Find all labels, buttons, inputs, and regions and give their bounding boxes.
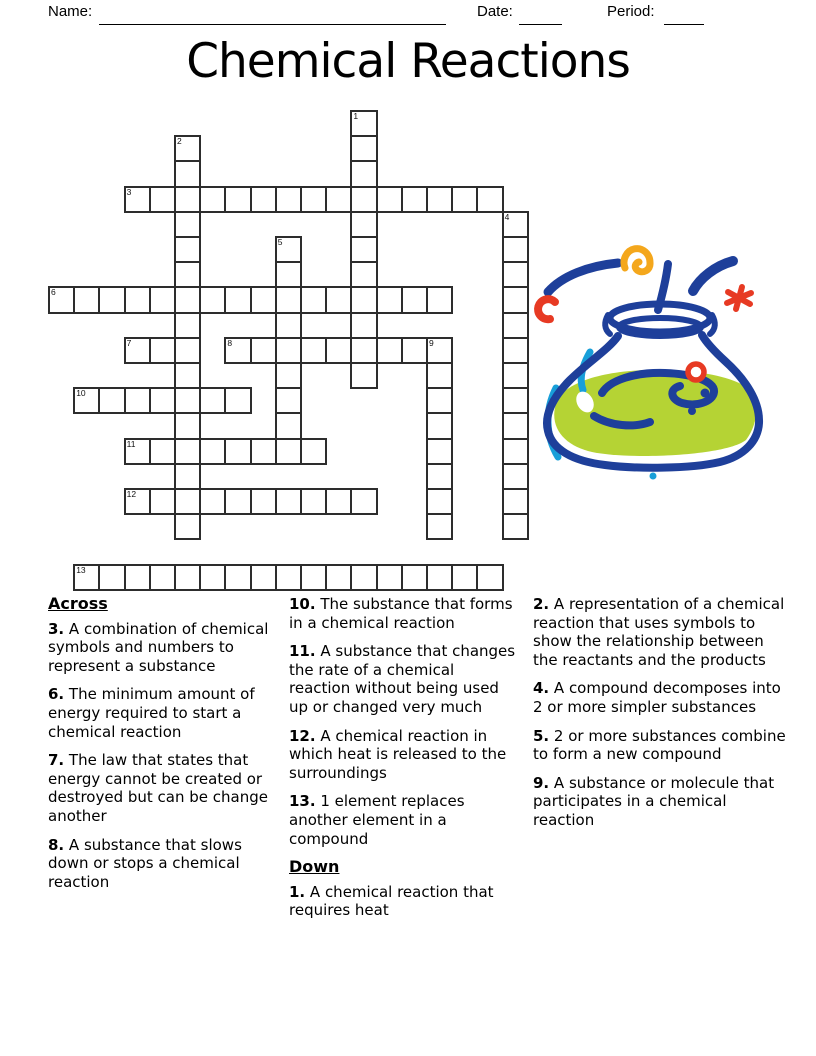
grid-cell[interactable] xyxy=(376,337,403,364)
grid-clue-number: 5 xyxy=(277,237,283,247)
clue-11-across: 11. A substance that changes the rate of a chemical reaction without being used up or changed very much xyxy=(289,642,516,716)
grid-clue-number: 10 xyxy=(76,388,86,399)
grid-cell[interactable] xyxy=(149,438,176,465)
grid-cell[interactable] xyxy=(350,488,377,515)
grid-cell[interactable] xyxy=(325,564,352,591)
clue-12-across: 12. A chemical reaction in which heat is released to the surroundings xyxy=(289,726,507,782)
grid-cell[interactable] xyxy=(174,312,201,339)
grid-cell[interactable] xyxy=(174,438,201,465)
liquid-dot xyxy=(688,407,696,415)
grid-cell[interactable] xyxy=(350,135,377,162)
grid-cell[interactable] xyxy=(250,337,277,364)
grid-cell[interactable] xyxy=(174,135,201,162)
grid-cell[interactable] xyxy=(502,337,529,364)
grid-clue-number: 11 xyxy=(126,438,136,449)
grid-cell[interactable] xyxy=(275,186,302,213)
name-label: Name: xyxy=(48,3,93,20)
clue-number: 1. xyxy=(289,882,306,901)
grid-cell[interactable] xyxy=(174,387,201,414)
grid-cell[interactable] xyxy=(300,186,327,213)
grid-cell[interactable] xyxy=(426,564,453,591)
grid-cell[interactable] xyxy=(300,438,327,465)
clue-10-across: 10. The substance that forms in a chemical reaction xyxy=(289,595,513,632)
grid-cell[interactable] xyxy=(124,564,151,591)
grid-cell[interactable] xyxy=(275,412,302,439)
grid-cell[interactable] xyxy=(502,261,529,288)
date-blank-line[interactable] xyxy=(519,5,562,25)
clue-number: 13. xyxy=(289,792,316,811)
clue-number: 4. xyxy=(533,679,550,698)
clue-8-across: 8. A substance that slows down or stops a chemical reaction xyxy=(48,835,242,891)
grid-cell[interactable] xyxy=(502,362,529,389)
grid-cell[interactable] xyxy=(73,387,100,414)
grid-cell[interactable] xyxy=(350,564,377,591)
grid-cell[interactable] xyxy=(174,463,201,490)
grid-cell[interactable] xyxy=(502,211,529,238)
grid-cell[interactable] xyxy=(325,286,352,313)
liquid-dot xyxy=(701,389,710,398)
red-ring-icon xyxy=(688,364,704,380)
grid-clue-number: 2 xyxy=(177,136,182,147)
clue-9-down: 9. A substance or molecule that participates in a chemical reaction xyxy=(533,773,775,829)
clue-number: 8. xyxy=(48,835,65,854)
grid-cell[interactable] xyxy=(224,286,251,313)
grid-cell[interactable] xyxy=(124,286,151,313)
across-heading: Across xyxy=(48,594,108,613)
grid-cell[interactable] xyxy=(275,286,302,313)
grid-clue-number: 7 xyxy=(126,337,132,348)
grid-cell[interactable] xyxy=(275,362,302,389)
grid-cell[interactable] xyxy=(73,564,100,591)
grid-cell[interactable] xyxy=(300,488,327,515)
grid-cell[interactable] xyxy=(48,286,75,313)
clue-1-down: 1. A chemical reaction that requires heat xyxy=(289,882,494,920)
grid-cell[interactable] xyxy=(451,564,478,591)
grid-cell[interactable] xyxy=(149,387,176,414)
grid-cell[interactable] xyxy=(174,337,201,364)
grid-cell[interactable] xyxy=(199,387,226,414)
grid-cell[interactable] xyxy=(275,261,302,288)
grid-cell[interactable] xyxy=(174,160,201,187)
grid-cell[interactable] xyxy=(300,286,327,313)
grid-cell[interactable] xyxy=(98,564,125,591)
star-icon xyxy=(727,287,751,309)
grid-cell[interactable] xyxy=(124,438,151,465)
grid-clue-number: 1 xyxy=(353,111,359,121)
clue-4-down: 4. A compound decomposes into 2 or more simpler substances xyxy=(533,679,781,716)
grid-cell[interactable] xyxy=(124,186,151,213)
grid-cell[interactable] xyxy=(502,463,529,490)
clues-column-1 xyxy=(48,595,274,901)
grid-clue-number: 9 xyxy=(429,337,434,348)
grid-cell[interactable] xyxy=(426,463,453,490)
grid-cell[interactable] xyxy=(502,286,529,313)
grid-cell[interactable] xyxy=(174,362,201,389)
grid-cell[interactable] xyxy=(174,564,201,591)
clue-2-down: 2. A representation of a chemical reaction that uses symbols to show the relationship between the reactants and the products xyxy=(533,595,785,669)
grid-cell[interactable] xyxy=(350,312,377,339)
grid-cell[interactable] xyxy=(174,186,201,213)
grid-cell[interactable] xyxy=(124,387,151,414)
grid-cell[interactable] xyxy=(426,186,453,213)
clue-number: 10. xyxy=(289,595,316,613)
grid-cell[interactable] xyxy=(149,286,176,313)
grid-cell[interactable] xyxy=(224,387,251,414)
clues-column-3 xyxy=(533,595,789,840)
grid-cell[interactable] xyxy=(174,261,201,288)
grid-cell[interactable] xyxy=(73,286,100,313)
period-label: Period: xyxy=(607,3,655,20)
grid-cell[interactable] xyxy=(174,236,201,263)
clue-13-across: 13. 1 element replaces another element in a compound xyxy=(289,792,465,848)
grid-cell[interactable] xyxy=(350,337,377,364)
spiral-icon xyxy=(624,249,650,272)
grid-cell[interactable] xyxy=(376,564,403,591)
period-blank-line[interactable] xyxy=(664,5,704,25)
grid-cell[interactable] xyxy=(224,186,251,213)
grid-cell[interactable] xyxy=(124,337,151,364)
grid-cell[interactable] xyxy=(124,488,151,515)
grid-cell[interactable] xyxy=(98,286,125,313)
grid-cell[interactable] xyxy=(149,186,176,213)
grid-cell[interactable] xyxy=(275,312,302,339)
splash-dot xyxy=(650,473,657,480)
grid-cell[interactable] xyxy=(174,412,201,439)
grid-cell[interactable] xyxy=(275,337,302,364)
grid-cell[interactable] xyxy=(401,337,428,364)
grid-cell[interactable] xyxy=(325,337,352,364)
grid-cell[interactable] xyxy=(502,236,529,263)
grid-cell[interactable] xyxy=(350,236,377,263)
grid-cell[interactable] xyxy=(300,564,327,591)
clue-number: 9. xyxy=(533,773,550,792)
grid-cell[interactable] xyxy=(350,286,377,313)
grid-cell[interactable] xyxy=(350,362,377,389)
clue-7-across: 7. The law that states that energy cannot be created or destroyed but can be change another xyxy=(48,751,268,825)
grid-cell[interactable] xyxy=(350,211,377,238)
grid-cell[interactable] xyxy=(300,337,327,364)
grid-cell[interactable] xyxy=(426,513,453,540)
name-blank-line[interactable] xyxy=(99,5,446,25)
grid-cell[interactable] xyxy=(325,488,352,515)
grid-cell[interactable] xyxy=(426,438,453,465)
grid-clue-number: 12 xyxy=(126,489,137,499)
grid-cell[interactable] xyxy=(502,387,529,414)
grid-cell[interactable] xyxy=(199,186,226,213)
grid-cell[interactable] xyxy=(401,564,428,591)
grid-cell[interactable] xyxy=(426,286,453,313)
grid-cell[interactable] xyxy=(250,286,277,313)
grid-cell[interactable] xyxy=(224,337,251,364)
grid-cell[interactable] xyxy=(174,513,201,540)
grid-cell[interactable] xyxy=(502,312,529,339)
grid-cell[interactable] xyxy=(174,286,201,313)
grid-cell[interactable] xyxy=(149,337,176,364)
grid-cell[interactable] xyxy=(98,387,125,414)
clue-number: 6. xyxy=(48,685,65,704)
grid-cell[interactable] xyxy=(502,438,529,465)
grid-cell[interactable] xyxy=(502,488,529,515)
grid-cell[interactable] xyxy=(199,564,226,591)
grid-clue-number: 4 xyxy=(504,211,510,222)
grid-cell[interactable] xyxy=(224,564,251,591)
clue-number: 11. xyxy=(289,642,316,661)
grid-cell[interactable] xyxy=(376,286,403,313)
grid-cell[interactable] xyxy=(149,564,176,591)
grid-cell[interactable] xyxy=(426,412,453,439)
grid-clue-number: 8 xyxy=(227,337,233,348)
grid-cell[interactable] xyxy=(426,337,453,364)
grid-cell[interactable] xyxy=(275,387,302,414)
grid-cell[interactable] xyxy=(325,186,352,213)
grid-cell[interactable] xyxy=(426,488,453,515)
grid-cell[interactable] xyxy=(350,186,377,213)
clue-number: 12. xyxy=(289,726,316,745)
grid-cell[interactable] xyxy=(401,286,428,313)
grid-cell[interactable] xyxy=(275,564,302,591)
red-curl-icon xyxy=(538,299,555,319)
grid-cell[interactable] xyxy=(426,362,453,389)
clue-3-across: 3. A combination of chemical symbols and numbers to represent a substance xyxy=(48,619,269,675)
date-label: Date: xyxy=(477,3,513,20)
grid-cell[interactable] xyxy=(350,261,377,288)
grid-cell[interactable] xyxy=(350,110,377,137)
flask-clipart xyxy=(530,230,765,482)
grid-clue-number: 3 xyxy=(126,186,132,197)
clue-number: 5. xyxy=(533,726,550,745)
crossword-grid xyxy=(48,110,529,591)
grid-cell[interactable] xyxy=(476,186,503,213)
grid-cell[interactable] xyxy=(502,412,529,439)
grid-cell[interactable] xyxy=(275,236,302,263)
grid-cell[interactable] xyxy=(199,488,226,515)
grid-cell[interactable] xyxy=(250,438,277,465)
clue-6-across: 6. The minimum amount of energy required to start a chemical reaction xyxy=(48,685,255,741)
grid-clue-number: 6 xyxy=(51,287,56,298)
grid-cell[interactable] xyxy=(451,186,478,213)
down-heading: Down xyxy=(289,857,340,877)
grid-clue-number: 13 xyxy=(76,564,86,575)
grid-cell[interactable] xyxy=(350,160,377,187)
grid-cell[interactable] xyxy=(401,186,428,213)
grid-cell[interactable] xyxy=(174,488,201,515)
grid-cell[interactable] xyxy=(199,438,226,465)
grid-cell[interactable] xyxy=(426,387,453,414)
grid-cell[interactable] xyxy=(275,438,302,465)
grid-cell[interactable] xyxy=(199,286,226,313)
page-title: Chemical Reactions xyxy=(186,34,630,89)
grid-cell[interactable] xyxy=(250,186,277,213)
grid-cell[interactable] xyxy=(250,564,277,591)
clue-5-down: 5. 2 or more substances combine to form a new compound xyxy=(533,726,786,764)
grid-cell[interactable] xyxy=(502,513,529,540)
grid-cell[interactable] xyxy=(224,488,251,515)
grid-cell[interactable] xyxy=(275,488,302,515)
grid-cell[interactable] xyxy=(476,564,503,591)
grid-cell[interactable] xyxy=(376,186,403,213)
clue-number: 3. xyxy=(48,619,65,638)
grid-cell[interactable] xyxy=(174,211,201,238)
clue-number: 2. xyxy=(533,595,550,613)
grid-cell[interactable] xyxy=(250,488,277,515)
grid-cell[interactable] xyxy=(224,438,251,465)
clue-number: 7. xyxy=(48,751,65,770)
grid-cell[interactable] xyxy=(149,488,176,515)
clues-column-2 xyxy=(289,595,517,930)
